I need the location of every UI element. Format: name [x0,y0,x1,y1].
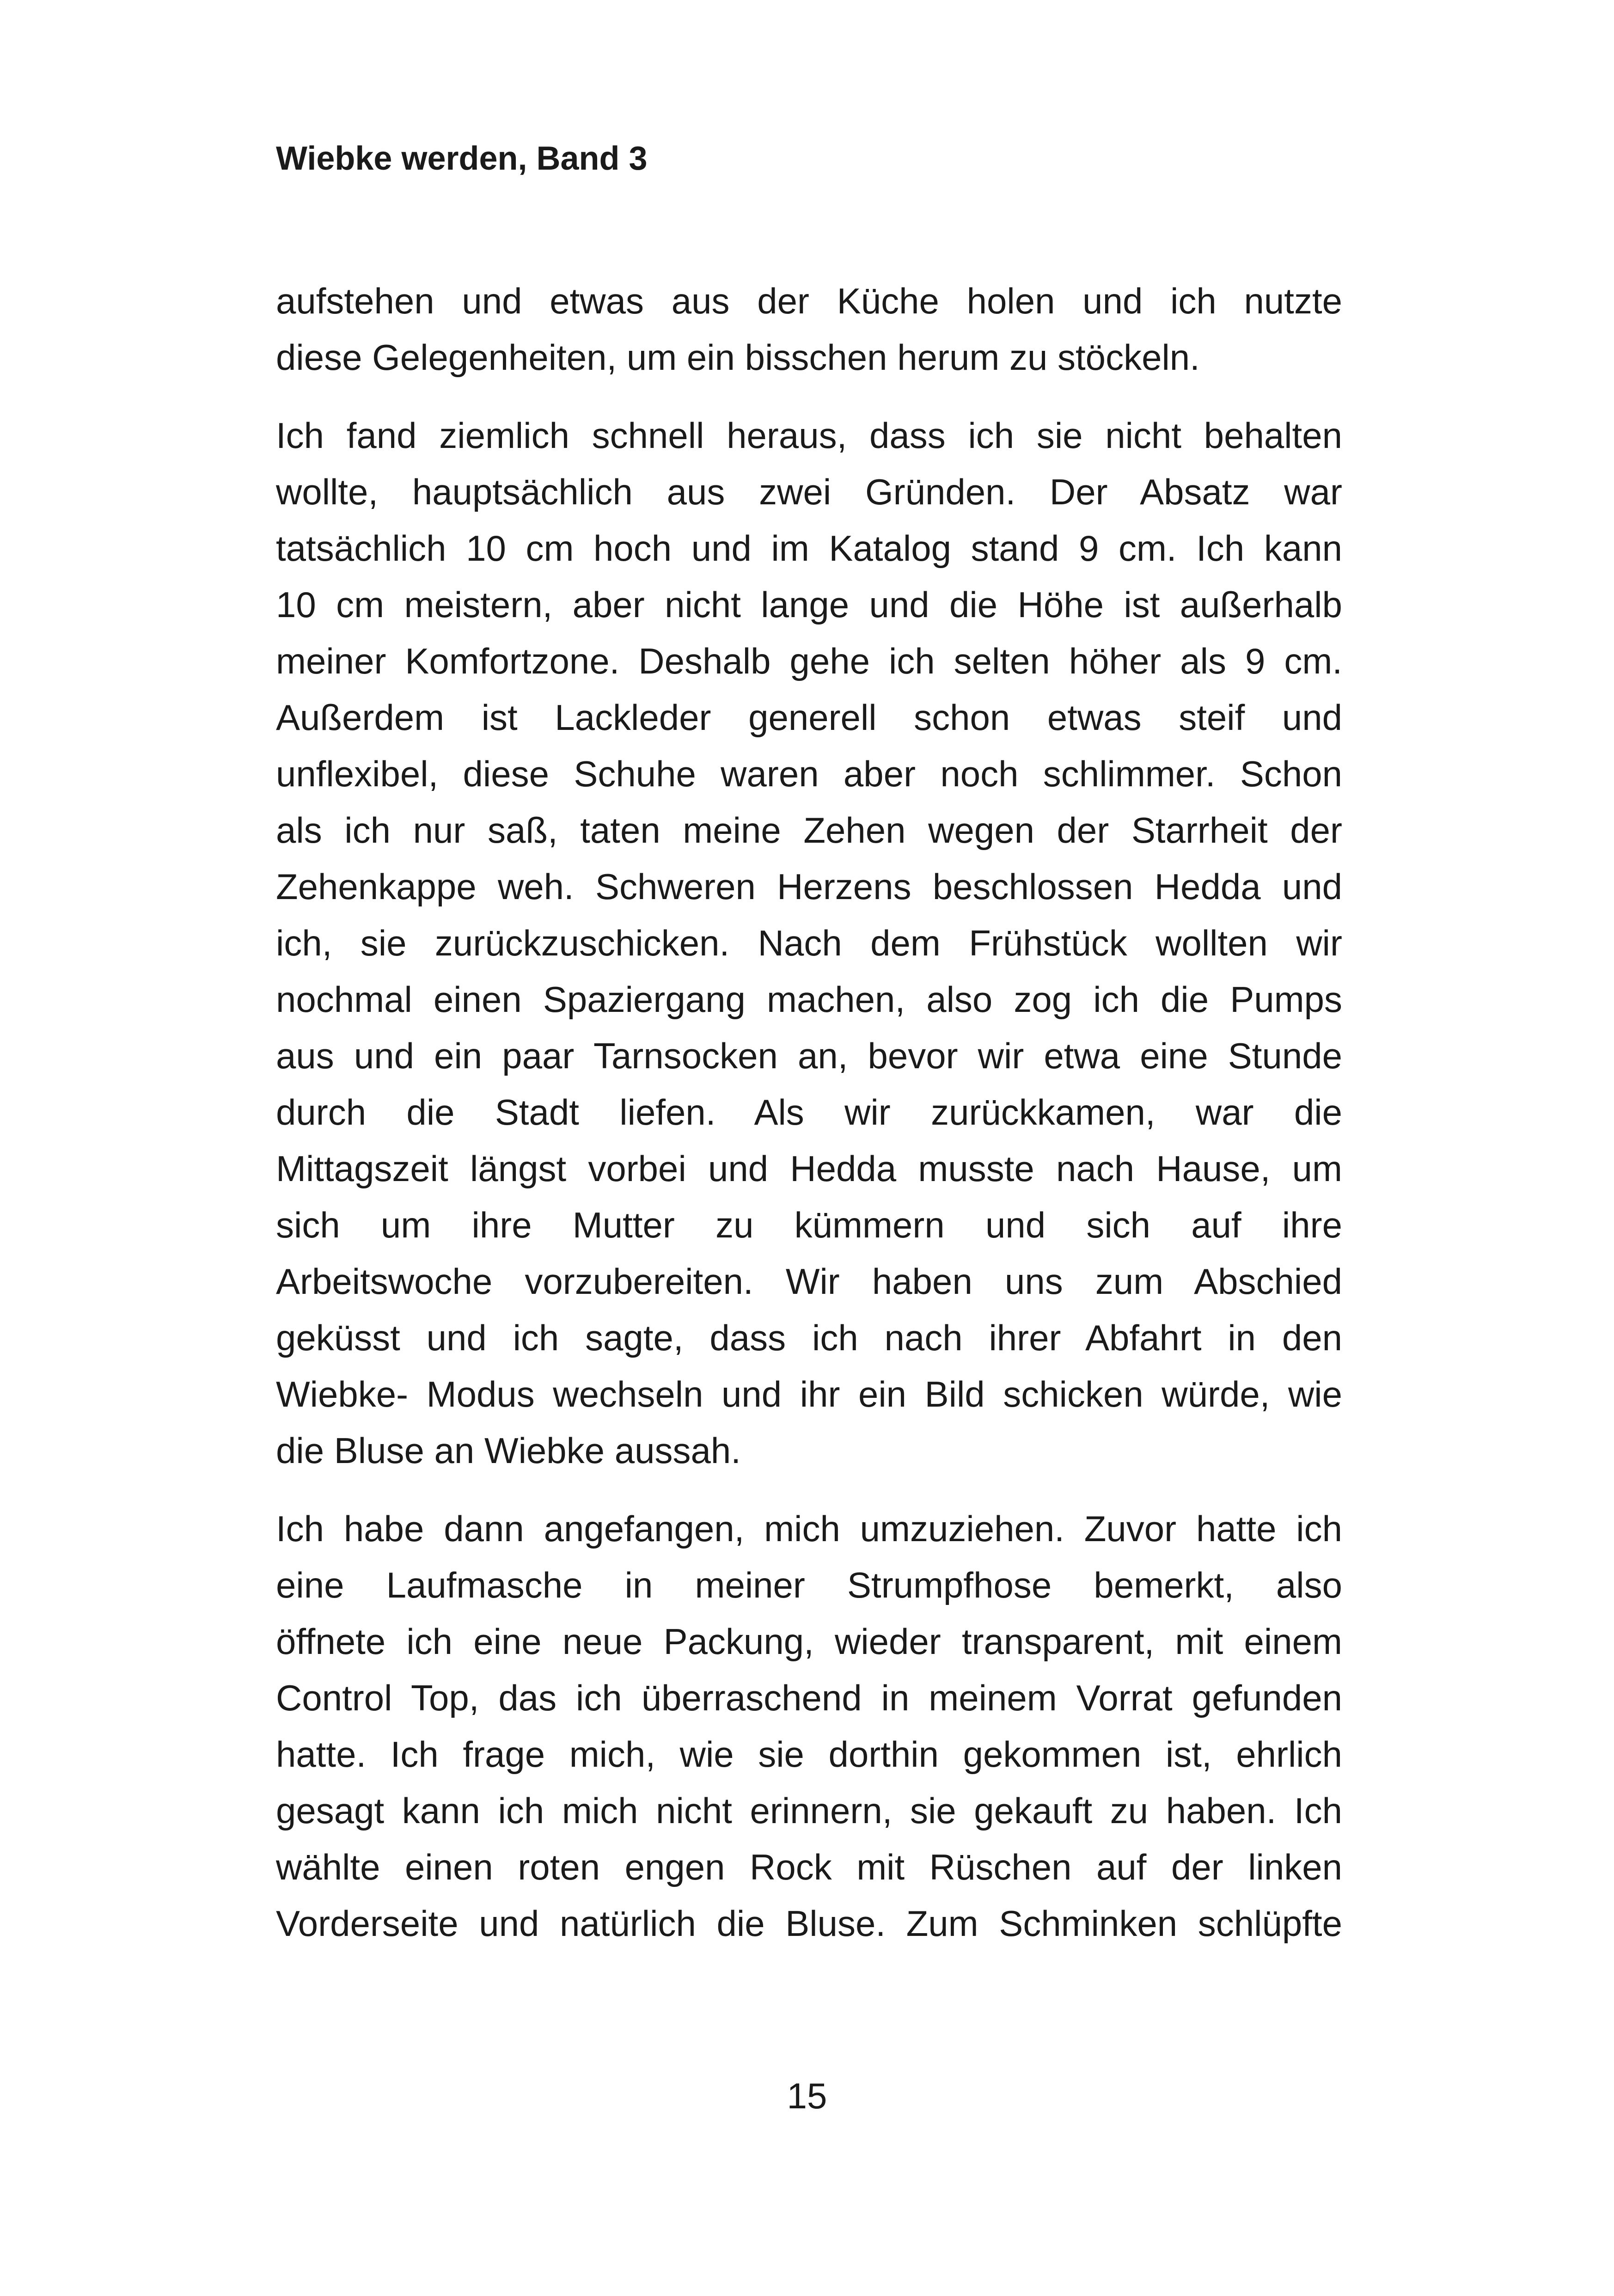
text-line: nochmal einen Spaziergang machen, also zog ich die Pumps [276,979,1342,1020]
text-line: Ich habe dann angefangen, mich umzuziehen. Zuvor hatte ich [276,1508,1342,1549]
text-line: die Bluse an Wiebke aussah. [276,1430,741,1471]
text-line: Arbeitswoche vorzubereiten. Wir haben uns zum Abschied [276,1261,1342,1302]
paragraph [276,407,1342,1479]
text-line: Ich fand ziemlich schnell heraus, dass ich sie nicht behalten [276,415,1342,456]
text-line: Control Top, das ich überraschend in meinem Vorrat gefunden [276,1678,1342,1718]
text-line: Wiebke- Modus wechseln und ihr ein Bild schicken würde, wie [276,1374,1342,1414]
text-line: Zehenkappe weh. Schweren Herzens beschlossen Hedda und [276,866,1342,907]
text-line: tatsächlich 10 cm hoch und im Katalog stand 9 cm. Ich kann [276,528,1342,569]
text-line: meiner Komfortzone. Deshalb gehe ich selten höher als 9 cm. [276,641,1342,681]
text-line: Mittagszeit längst vorbei und Hedda musste nach Hause, um [276,1148,1342,1189]
text-line: Vorderseite und natürlich die Bluse. Zum Schminken schlüpfte [276,1903,1342,1944]
text-line: gesagt kann ich mich nicht erinnern, sie gekauft zu haben. Ich [276,1790,1342,1831]
text-line: hatte. Ich frage mich, wie sie dorthin gekommen ist, ehrlich [276,1734,1342,1775]
text-line: ich, sie zurückzuschicken. Nach dem Frühstück wollten wir [276,923,1342,963]
text-line: diese Gelegenheiten, um ein bisschen herum zu stöckeln. [276,337,1200,378]
text-line: öffnete ich eine neue Packung, wieder transparent, mit einem [276,1621,1342,1662]
paragraph [276,1500,1342,1952]
text-line: aus und ein paar Tarnsocken an, bevor wir etwa eine Stunde [276,1035,1342,1076]
text-line: eine Laufmasche in meiner Strumpfhose bemerkt, also [276,1565,1342,1605]
paragraph [276,273,1342,386]
running-header: Wiebke werden, Band 3 [276,140,648,177]
text-line: aufstehen und etwas aus der Küche holen und ich nutzte [276,281,1342,321]
text-line: wollte, hauptsächlich aus zwei Gründen. Der Absatz war [276,471,1342,512]
page-number: 15 [787,2076,827,2116]
text-line: Außerdem ist Lackleder generell schon etwas steif und [276,697,1342,738]
text-line: sich um ihre Mutter zu kümmern und sich auf ihre [276,1205,1342,1245]
text-line: wählte einen roten engen Rock mit Rüschen auf der linken [276,1847,1342,1887]
text-line: als ich nur saß, taten meine Zehen wegen der Starrheit der [276,810,1342,851]
text-line: durch die Stadt liefen. Als wir zurückkamen, war die [276,1092,1342,1133]
text-line: geküsst und ich sagte, dass ich nach ihrer Abfahrt in den [276,1317,1342,1358]
body-text [276,273,1342,1973]
text-line: 10 cm meistern, aber nicht lange und die Höhe ist außerhalb [276,584,1342,625]
text-line: unflexibel, diese Schuhe waren aber noch schlimmer. Schon [276,753,1342,794]
